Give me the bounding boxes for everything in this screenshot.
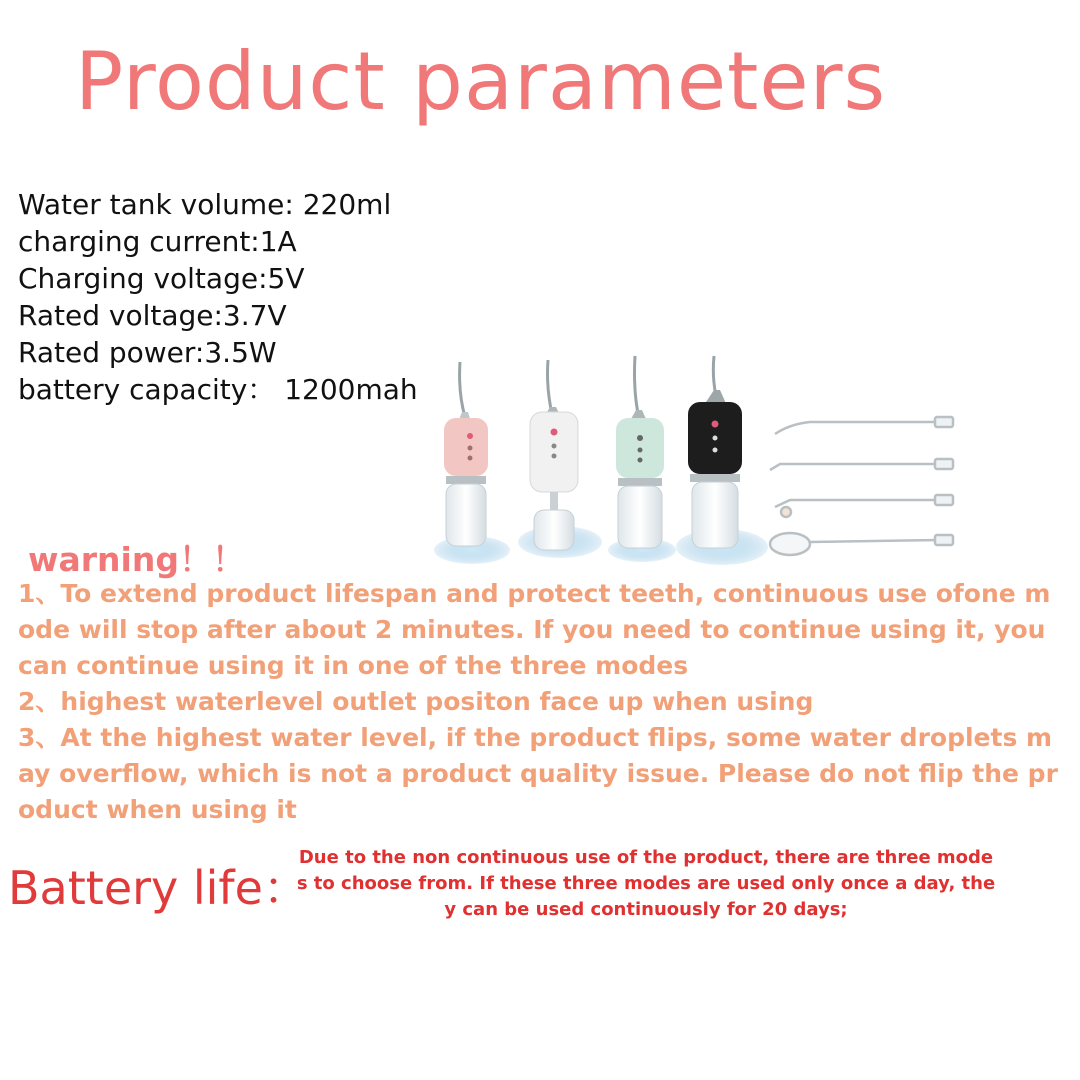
parameter-list bbox=[18, 186, 418, 408]
param-charging-voltage: Charging voltage:5V bbox=[18, 262, 305, 295]
accessory-nozzles bbox=[770, 417, 953, 555]
irrigator-pink bbox=[434, 362, 510, 564]
battery-life-text: Due to the non continuous use of the product, there are three modes to choose from. If these three modes are used only once a day, they can be used continuously for 20 days; bbox=[296, 847, 996, 920]
page-title: Product parameters bbox=[75, 35, 887, 128]
irrigator-mint bbox=[608, 356, 676, 562]
param-charging-current: charging current:1A bbox=[18, 225, 297, 258]
warning-item-1: 1、To extend product lifespan and protect teeth, continuous use ofone mode will stop after about 2 minutes. If you need to continue using it, you can continue using it in one of the three modes bbox=[18, 579, 1051, 680]
param-water-tank: Water tank volume: 220ml bbox=[18, 188, 392, 221]
irrigator-black bbox=[676, 356, 768, 565]
battery-life-label: Battery life： bbox=[8, 861, 309, 915]
warning-item-2: 2、highest waterlevel outlet positon face up when using bbox=[18, 687, 814, 716]
param-battery-capacity: battery capacity： 1200mah bbox=[18, 373, 418, 406]
warning-title: warning！！ bbox=[28, 540, 245, 579]
warning-item-3: 3、At the highest water level, if the product flips, some water droplets may overflow, which is not a product quality issue. Please do not flip the product when using it bbox=[18, 723, 1058, 824]
param-rated-voltage: Rated voltage:3.7V bbox=[18, 299, 287, 332]
warning-list bbox=[18, 576, 1058, 828]
product-image bbox=[430, 352, 960, 577]
param-rated-power: Rated power:3.5W bbox=[18, 336, 277, 369]
irrigator-white bbox=[518, 360, 602, 558]
